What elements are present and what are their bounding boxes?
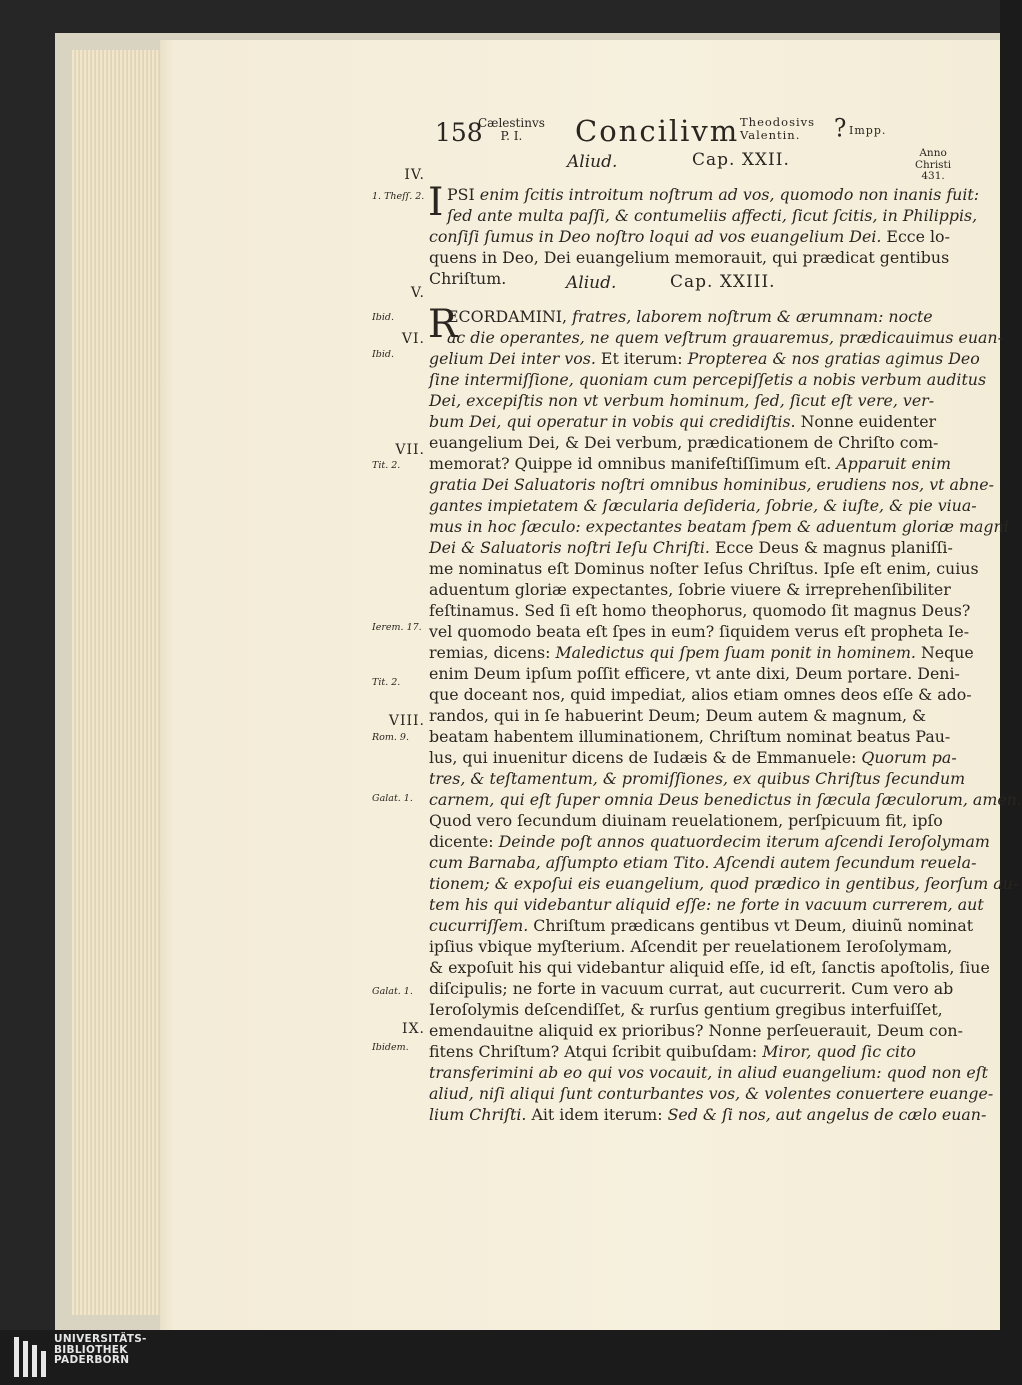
year-note-line: Christi [915, 158, 952, 171]
italic-run: aliud, niſi aliqui ſunt conturbantes vos, & volentes conuertere euange- [429, 1084, 994, 1103]
text-line [429, 957, 990, 978]
library-line: BIBLIOTHEK [54, 1343, 128, 1356]
roman-run: Ait idem iterum: [526, 1105, 668, 1124]
pope-name [478, 117, 545, 143]
page-edges [72, 50, 167, 1315]
italic-run: gelium Dei inter vos. [429, 349, 596, 368]
italic-run: Dei & Saluatoris noſtri Ieſu Chriſti. [429, 538, 710, 557]
chapter-22-label: Aliud. [567, 152, 618, 172]
text-line [429, 747, 957, 768]
italic-run: tres, & teſtamentum, & promiſſiones, ex quibus Chriſtus ſecundum [429, 769, 966, 788]
text-line [429, 348, 980, 369]
margin-reference: Galat. 1. [372, 793, 413, 804]
italic-run: conſiſi ſumus in Deo noſtro loqui ad vos euangelium Dei. [429, 227, 882, 246]
italic-run: ſine intermiſſione, quoniam cum percepiſſetis a nobis verbum auditus [429, 370, 987, 389]
italic-run: Propterea & nos gratias agimus Deo [687, 349, 980, 368]
footer-bar [0, 1330, 1000, 1385]
italic-run: enim ſcitis introitum noſtrum ad vos, quomodo non inanis fuit: [479, 185, 980, 204]
text-line [429, 1083, 994, 1104]
text-line [429, 873, 1019, 894]
italic-run: transferimini ab eo qui vos vocauit, in aliud euangelium: quod non eſt [429, 1063, 988, 1082]
roman-run: memorat? Quippe id omnibus manifeſtiſſimum eſt. [429, 454, 837, 473]
roman-run: Nonne euidenter [795, 412, 937, 431]
roman-run: feſtinamus. Sed ſi eſt homo theophorus, quomodo ſit magnus Deus? [429, 601, 971, 620]
roman-run: beatam habentem illuminationem, Chriſtum nominat beatus Pau- [429, 727, 951, 746]
year-note-line: 431. [921, 170, 945, 182]
library-name [54, 1334, 147, 1366]
chapter-23-label: Aliud. [566, 273, 617, 293]
roman-run: Quod vero ſecundum diuinam reuelationem, perſpicuum fit, ipſo [429, 811, 943, 830]
italic-run: lium Chriſti. [429, 1105, 527, 1124]
year-note [915, 148, 951, 183]
text-line [429, 642, 974, 663]
roman-run: quens in Deo, Dei euangelium memorauit, qui prædicat gentibus [429, 248, 950, 267]
text-line [429, 1104, 987, 1125]
margin-number: VIII. [388, 713, 425, 729]
roman-run: euangelium Dei, & Dei verbum, prædicationem de Chriſto com- [429, 433, 939, 452]
emperor-names [740, 116, 815, 142]
roman-run: fitens Chriſtum? Atqui ſcribit quibuſdam: [429, 1042, 763, 1061]
text-line [429, 999, 943, 1020]
margin-reference: Galat. 1. [372, 986, 413, 997]
text-line [429, 247, 950, 268]
margin-reference: 1. Theſſ. 2. [372, 191, 425, 202]
text-line [429, 537, 953, 558]
drop-cap: I [428, 180, 444, 225]
drop-cap: R [428, 302, 458, 347]
text-line [429, 663, 960, 684]
text-line [429, 474, 994, 495]
text-line [447, 327, 1003, 348]
italic-run: bum Dei, qui operatur in vobis qui credidiſtis. [429, 412, 796, 431]
roman-run: aduentum gloriæ expectantes, ſobrie viuere & irreprehenſibiliter [429, 580, 951, 599]
roman-run: que doceant nos, quid impediat, alios etiam omnes deos eſſe & ado- [429, 685, 972, 704]
roman-run: Chriſtum. [429, 269, 507, 288]
text-line [429, 516, 1009, 537]
text-line [429, 453, 952, 474]
margin-number: V. [410, 285, 425, 301]
text-line [429, 705, 927, 726]
roman-run: Ecce lo- [881, 227, 950, 246]
roman-run: ipſius vbique myſterium. Aſcendit per reuelationem Ieroſolymam, [429, 937, 953, 956]
italic-run: ſed ante multa paſſi, & contumeliis affecti, ſicut ſcitis, in Philippis, [447, 206, 978, 225]
text-line [429, 789, 1022, 810]
margin-reference: Tit. 2. [372, 677, 401, 688]
page-number: 158 [435, 118, 483, 147]
library-line: PADERBORN [54, 1354, 130, 1366]
roman-run: lus, qui inuenitur dicens de Iudæis & de Emmanuele: [429, 748, 862, 767]
text-line [447, 306, 934, 327]
text-line [429, 369, 987, 390]
margin-reference: Tit. 2. [372, 460, 401, 471]
italic-run: Dei, excepiſtis non vt verbum hominum, ſed, ſicut eſt vere, ver- [429, 391, 935, 410]
italic-run: tionem; & expoſui eis euangelium, quod prædico in gentibus, ſeorſum au- [429, 874, 1019, 893]
margin-reference: Rom. 9. [372, 732, 409, 743]
roman-run: vel quomodo beata eſt ſpes in eum? ſiquidem verus eſt propheta Ie- [429, 622, 970, 641]
margin-reference: Ierem. 17. [372, 622, 422, 633]
text-line [429, 1020, 963, 1041]
margin-number: IX. [402, 1021, 425, 1037]
italic-run: gantes impietatem & ſæcularia deſideria, ſobrie, & iuſte, & pie viua- [429, 496, 977, 515]
text-line [429, 411, 937, 432]
roman-run: PSI [447, 185, 480, 204]
italic-run: gratia Dei Saluatoris noſtri omnibus hominibus, erudiens nos, vt abne- [429, 475, 994, 494]
roman-run: enim Deum ipſum poſſit efficere, vt ante dixi, Deum portare. Deni- [429, 664, 960, 683]
text-line [429, 432, 939, 453]
library-logo-icon [14, 1337, 46, 1377]
text-line [447, 205, 978, 226]
roman-run: randos, qui in ſe habuerint Deum; Deum autem & magnum, & [429, 706, 927, 725]
roman-run: remias, dicens: [429, 643, 556, 662]
margin-number: IV. [404, 167, 425, 183]
text-line [429, 600, 971, 621]
italic-run: Deinde poſt annos quatuordecim iterum aſcendi Ieroſolymam [498, 832, 990, 851]
roman-run: Ecce Deus & magnus planiſſi- [709, 538, 953, 557]
text-line [429, 852, 977, 873]
running-title: Concilivm [575, 114, 740, 148]
text-line [429, 978, 954, 999]
italic-run: carnem, qui eſt ſuper omnia Deus benedictus in ſæcula ſæculorum, amen. [429, 790, 1022, 809]
text-line [429, 831, 990, 852]
margin-reference: Ibid. [372, 312, 394, 323]
text-line [429, 579, 951, 600]
roman-run: Ieroſolymis deſcendiſſet, & rurſus gentium gregibus interfuiſſet, [429, 1000, 943, 1019]
brace-symbol: ? [834, 114, 847, 144]
roman-run: Chriſtum prædicans gentibus vt Deum, diuinũ nominat [528, 916, 974, 935]
roman-run: emendauitne aliquid ex prioribus? Nonne perſeuerauit, Deum con- [429, 1021, 963, 1040]
roman-run: dicente: [429, 832, 499, 851]
year-note-line: Anno [919, 147, 947, 159]
chapter-23-title: Cap. XXIII. [670, 272, 776, 292]
emperor-line: Valentin. [740, 128, 801, 142]
text-line [429, 810, 943, 831]
roman-run: Et iterum: [595, 349, 688, 368]
roman-run: Neque [915, 643, 974, 662]
text-line [429, 684, 972, 705]
margin-reference: Ibidem. [372, 1042, 409, 1053]
text-line [429, 226, 950, 247]
chapter-22-title: Cap. XXII. [692, 150, 790, 170]
text-line [447, 184, 980, 205]
italic-run: mus in hoc ſæculo: expectantes beatam ſpem & aduentum gloriæ magni [429, 517, 1009, 536]
italic-run: Maledictus qui ſpem ſuam ponit in hominem. [555, 643, 916, 662]
roman-run: me nominatus eſt Dominus noſter Ieſus Chriſtus. Ipſe eſt enim, cuius [429, 559, 979, 578]
italic-run: cum Barnaba, aſſumpto etiam Tito. Aſcendi autem ſecundum reuela- [429, 853, 977, 872]
text-line [429, 1062, 988, 1083]
italic-run: Miror, quod ſic cito [762, 1042, 916, 1061]
italic-run: tem his qui videbantur aliquid eſſe: ne forte in vacuum currerem, aut [429, 895, 984, 914]
text-line [429, 558, 979, 579]
italic-run: Sed & ſi nos, aut angelus de cælo euan- [667, 1105, 987, 1124]
margin-reference: Ibid. [372, 349, 394, 360]
emperor-line: Theodosivs [740, 115, 816, 129]
library-line: UNIVERSITÄTS- [54, 1333, 147, 1345]
text-line [429, 768, 966, 789]
margin-number: VI. [401, 331, 425, 347]
margin-number: VII. [395, 442, 425, 458]
roman-run: diſcipulis; ne forte in vacuum currat, aut cucurrerit. Cum vero ab [429, 979, 954, 998]
text-line [429, 1041, 916, 1062]
text-line [429, 915, 974, 936]
italic-run: ac die operantes, ne quem veſtrum grauaremus, prædicauimus euan- [447, 328, 1003, 347]
text-line [429, 390, 935, 411]
text-line [429, 495, 977, 516]
italic-run: cucurriſſem. [429, 916, 529, 935]
pope-line: P. I. [500, 129, 523, 143]
imperial-label: Impp. [849, 124, 887, 137]
italic-run: Quorum pa- [861, 748, 957, 767]
text-line [429, 726, 951, 747]
pope-line: Cælestinvs [478, 116, 545, 130]
text-line [429, 894, 984, 915]
roman-run: ECORDAMINI, [447, 307, 573, 326]
roman-run: & expoſuit his qui videbantur aliquid eſſe, id eſt, ſanctis apoſtolis, ſiue [429, 958, 990, 977]
text-line [429, 268, 916, 289]
italic-run: Apparuit enim [836, 454, 952, 473]
text-line [429, 936, 953, 957]
text-line [429, 621, 970, 642]
italic-run: fratres, laborem noſtrum & ærumnam: nocte [572, 307, 933, 326]
